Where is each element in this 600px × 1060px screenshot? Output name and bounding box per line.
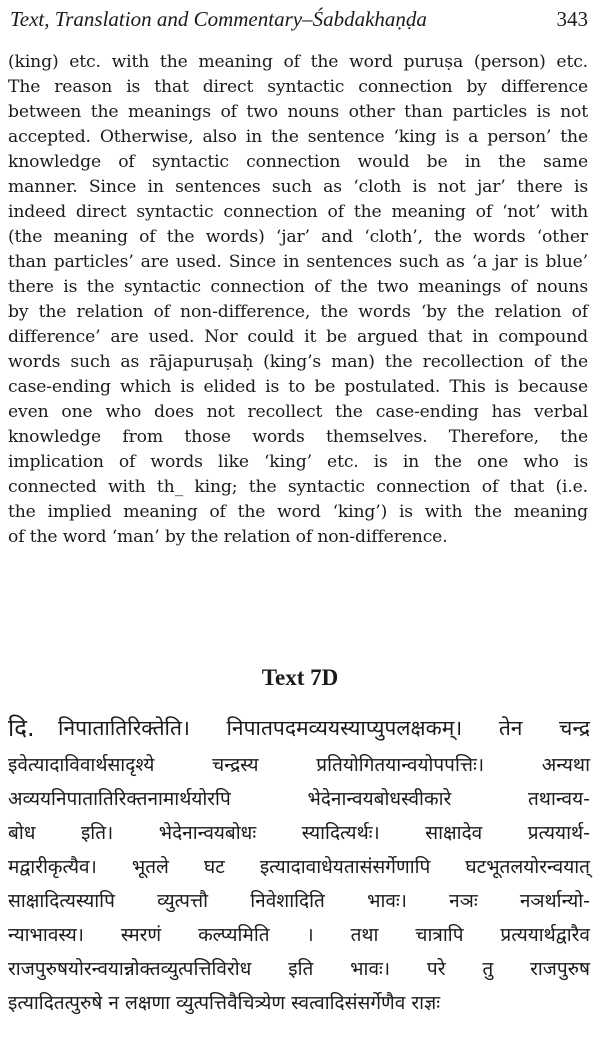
text-line: the implied meaning of the word ‘king’) is with the meaning	[8, 502, 588, 522]
sanskrit-line: साक्षादित्यस्यापि व्युत्पत्तौ निवेशादिति भावः। नञः नञर्थान्यो-	[8, 890, 590, 912]
text-line: than particles’ are used. Since in sentences such as ‘a jar is blue’	[8, 252, 588, 272]
text-line: by the relation of non-difference, the words ‘by the relation of	[8, 302, 588, 322]
text-line: knowledge from those words themselves. Therefore, the	[8, 427, 588, 447]
text-line: (king) etc. with the meaning of the word puruṣa (person) etc.	[8, 52, 588, 72]
text-line: there is the syntactic connection of the two meanings of nouns	[8, 277, 588, 297]
sanskrit-line: इत्यादितत्पुरुषे न लक्षणा व्युत्पत्तिवैचित्र्येण स्वत्वादिसंसर्गेणैव राज्ञः	[8, 992, 441, 1014]
text-line: The reason is that direct syntactic connection by difference	[8, 77, 588, 97]
running-head	[10, 4, 588, 34]
sanskrit-line: निपातातिरिक्तेति। निपातपदमव्ययस्याप्युपलक्षकम्। तेन चन्द्र	[58, 716, 590, 740]
text-line: implication of words like ‘king’ etc. is in the one who is	[8, 452, 588, 472]
running-head-title: Text, Translation and Commentary–Śabdakhaṇḍa	[10, 7, 427, 31]
text-line: case-ending which is elided is to be postulated. This is because	[8, 377, 588, 397]
text-line: accepted. Otherwise, also in the sentence ‘king is a person’ the	[8, 127, 588, 147]
sanskrit-line: बोध इति। भेदेनान्वयबोधः स्यादित्यर्थः। साक्षादेव प्रत्ययार्थ-	[8, 822, 590, 844]
text-line: even one who does not recollect the case-ending has verbal	[8, 402, 588, 422]
sanskrit-line: अव्ययनिपातातिरिक्तनामार्थयोरपि भेदेनान्वयबोधस्वीकारे तथान्वय-	[8, 788, 590, 810]
text-line: manner. Since in sentences such as ‘cloth is not jar’ there is	[8, 177, 588, 197]
text-line: connected with th_ king; the syntactic connection of that (i.e.	[8, 477, 588, 497]
sanskrit-line: इवेत्यादाविवार्थसादृश्ये चन्द्रस्य प्रतियोगितयान्वयोपपत्तिः। अन्यथा	[8, 754, 590, 776]
text-line: of the word ‘man’ by the relation of non-difference.	[8, 527, 448, 547]
page-number: 343	[556, 7, 588, 31]
sanskrit-commentary-paragraph	[8, 708, 590, 1020]
text-line: difference’ are used. Nor could it be argued that in compound	[8, 327, 588, 347]
english-translation-paragraph	[8, 50, 588, 550]
text-line: knowledge of syntactic connection would be in the same	[8, 152, 588, 172]
text-line: between the meanings of two nouns other than particles is not	[8, 102, 588, 122]
sanskrit-line: राजपुरुषयोरन्वयान्नोक्तव्युत्पत्तिविरोध इति भावः। परे तु राजपुरुष	[8, 958, 590, 980]
section-heading: Text 7D	[261, 665, 339, 690]
commentary-label: दि.	[8, 714, 35, 742]
sanskrit-line: मद्वारीकृत्यैव। भूतले घट इत्यादावाधेयतासंसर्गेणापि घटभूतलयोरन्वयात्	[8, 856, 590, 878]
text-line: words such as rājapuruṣaḥ (king’s man) the recollection of the	[8, 352, 588, 372]
text-line: (the meaning of the words) ‘jar’ and ‘cloth’, the words ‘other	[8, 227, 588, 247]
text-line: indeed direct syntactic connection of the meaning of ‘not’ with	[8, 202, 588, 222]
sanskrit-line: न्याभावस्य। स्मरणं कल्प्यमिति । तथा चात्रापि प्रत्ययार्थद्वारैव	[8, 924, 590, 946]
